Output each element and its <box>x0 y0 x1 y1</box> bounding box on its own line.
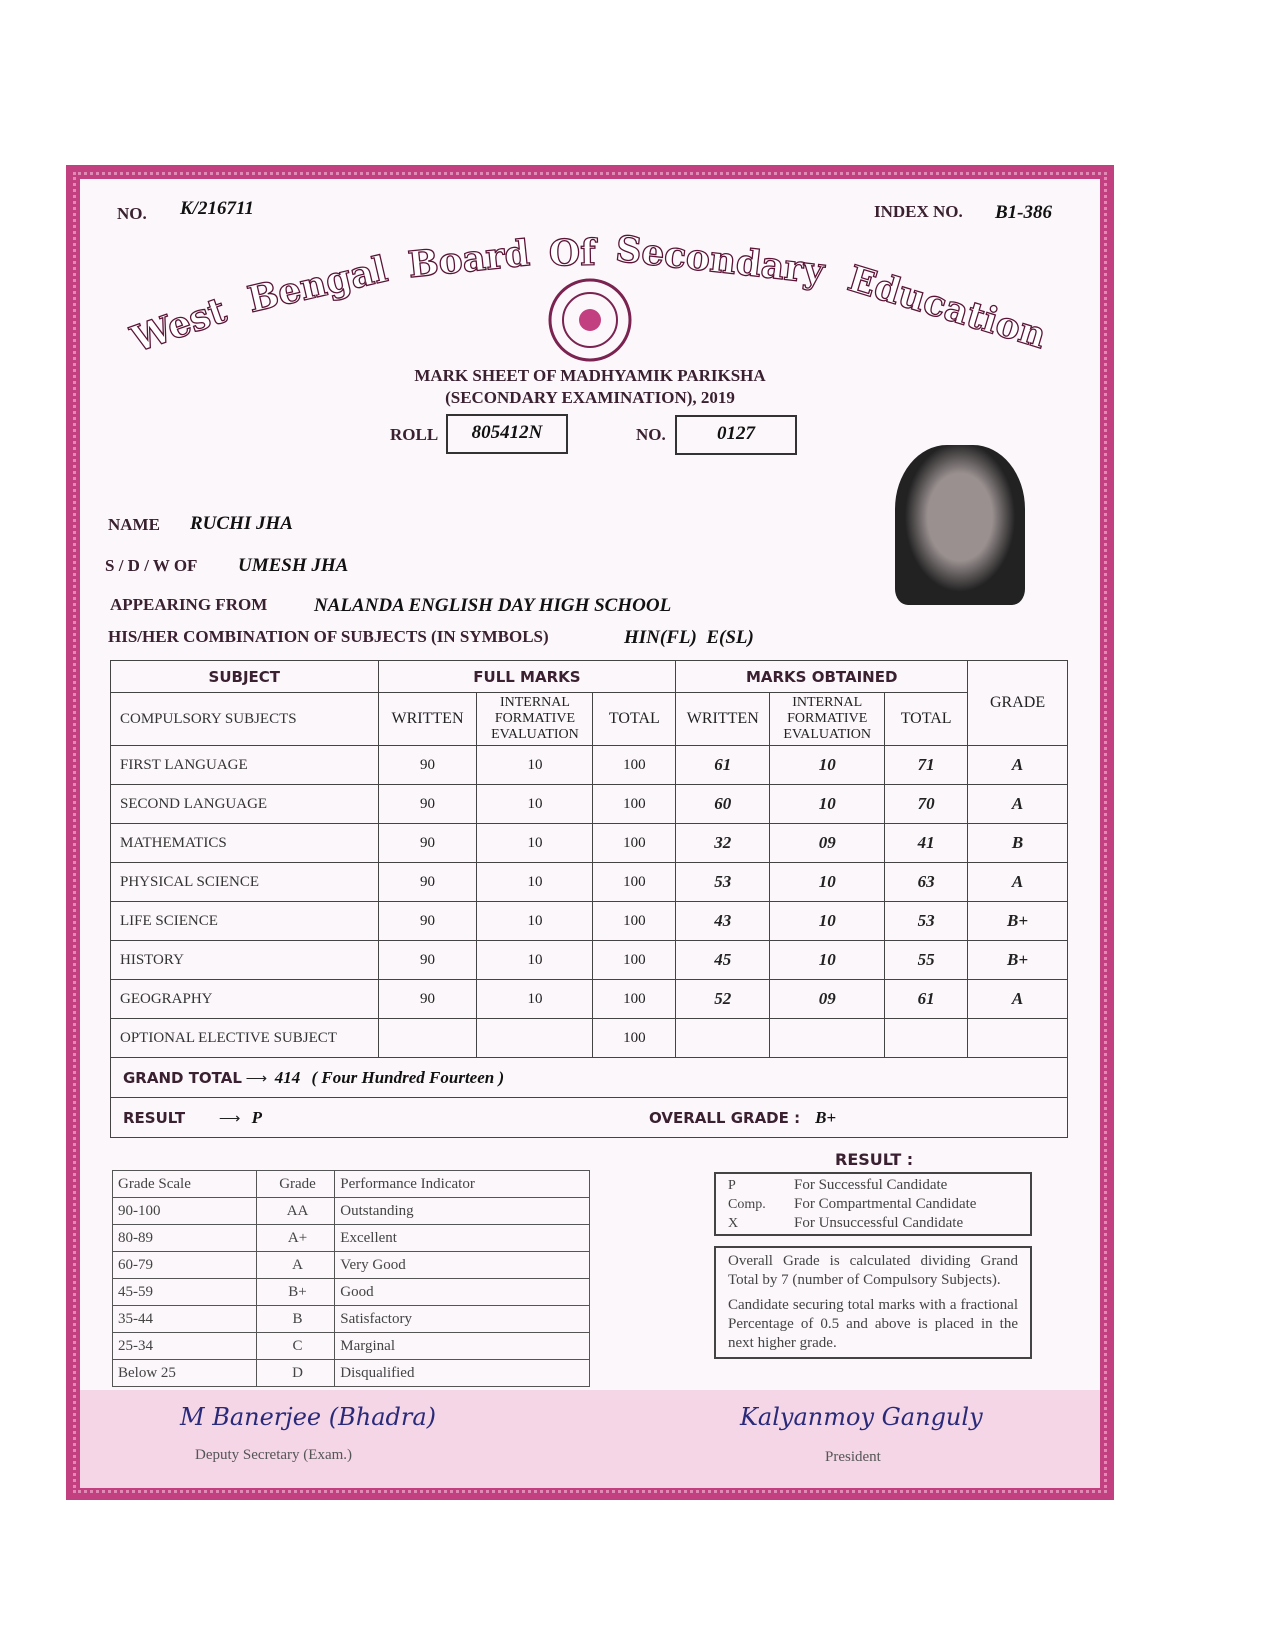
obtained-total: 41 <box>885 824 968 863</box>
grade-scale-header <box>113 1171 590 1198</box>
grade-range: 80-89 <box>113 1225 257 1252</box>
grand-total: 414 <box>274 1067 301 1087</box>
subject-grade: A <box>968 746 1068 785</box>
obtained-total: 53 <box>885 902 968 941</box>
full-internal: 10 <box>477 746 593 785</box>
result-value: P <box>251 1107 262 1127</box>
grade-scale-row <box>113 1306 590 1333</box>
grade-range: 60-79 <box>113 1252 257 1279</box>
obtained-written: 53 <box>676 863 770 902</box>
combination-value: HIN(FL) E(SL) <box>624 627 754 648</box>
obtained-total: 61 <box>885 980 968 1019</box>
index-no-label: INDEX NO. <box>874 202 963 221</box>
result-legend-title: RESULT : <box>835 1150 914 1169</box>
subject-name: SECOND LANGUAGE <box>111 785 379 824</box>
grade-scale-row <box>113 1252 590 1279</box>
subject-grade <box>968 1019 1068 1058</box>
performance-indicator: Disqualified <box>335 1360 590 1387</box>
grade-scale-row <box>113 1279 590 1306</box>
grade-range: Grade Scale <box>113 1171 257 1198</box>
subject-row <box>111 863 1068 902</box>
grade-notes <box>714 1246 1032 1359</box>
performance-indicator: Satisfactory <box>335 1306 590 1333</box>
subject-row <box>111 785 1068 824</box>
grade: D <box>256 1360 335 1387</box>
obtained-total: 63 <box>885 863 968 902</box>
name-label: NAME <box>108 515 160 534</box>
subject-grade: B+ <box>968 902 1068 941</box>
result-legend <box>714 1172 1032 1236</box>
obtained-written: 43 <box>676 902 770 941</box>
full-total: 100 <box>593 785 676 824</box>
title-line-1: MARK SHEET OF MADHYAMIK PARIKSHA <box>414 366 766 385</box>
full-written: 90 <box>378 746 477 785</box>
performance-indicator: Good <box>335 1279 590 1306</box>
internal-header: INTERNAL FORMATIVE EVALUATION <box>477 693 593 746</box>
subject-name: MATHEMATICS <box>111 824 379 863</box>
full-written: 90 <box>378 980 477 1019</box>
full-total: 100 <box>593 1019 676 1058</box>
subject-name: GEOGRAPHY <box>111 980 379 1019</box>
obtained-internal: 09 <box>770 824 885 863</box>
grade-header: GRADE <box>968 661 1068 746</box>
grade: AA <box>256 1198 335 1225</box>
subject-grade: A <box>968 863 1068 902</box>
full-internal <box>477 1019 593 1058</box>
board-seal-icon <box>550 280 630 360</box>
note-rounding: Candidate securing total marks with a fractional Percentage of 0.5 and above is placed in the next higher grade. <box>728 1297 1018 1351</box>
compulsory-header: COMPULSORY SUBJECTS <box>111 693 379 746</box>
obtained-internal <box>770 1019 885 1058</box>
result-legend-item: P For Successful Candidate <box>728 1177 948 1193</box>
full-internal: 10 <box>477 980 593 1019</box>
board-name <box>125 228 1051 361</box>
result-legend-item: X For Unsuccessful Candidate <box>728 1215 964 1231</box>
full-written: 90 <box>378 902 477 941</box>
result-row: RESULT ⟶ P OVERALL GRADE : B+ <box>111 1098 1068 1138</box>
full-internal: 10 <box>477 941 593 980</box>
obtained-internal: 10 <box>770 941 885 980</box>
subject-name: PHYSICAL SCIENCE <box>111 863 379 902</box>
obtained-total: 55 <box>885 941 968 980</box>
result-legend-item: Comp. For Compartmental Candidate <box>728 1196 977 1212</box>
overall-grade-label: OVERALL GRADE : <box>649 1109 801 1127</box>
roll-label: ROLL <box>390 425 439 444</box>
candidate-photo <box>895 445 1025 605</box>
roll-no-label: NO. <box>636 425 666 444</box>
subject-row <box>111 941 1068 980</box>
subject-name: HISTORY <box>111 941 379 980</box>
full-marks-header: FULL MARKS <box>378 661 676 693</box>
subject-row <box>111 824 1068 863</box>
total-header: TOTAL <box>885 693 968 746</box>
grade: B+ <box>256 1279 335 1306</box>
full-written: 90 <box>378 824 477 863</box>
grade: B <box>256 1306 335 1333</box>
grade-range: Below 25 <box>113 1360 257 1387</box>
grade-scale-row <box>113 1360 590 1387</box>
subject-row <box>111 746 1068 785</box>
full-internal: 10 <box>477 902 593 941</box>
subject-name: LIFE SCIENCE <box>111 902 379 941</box>
parent-label: S / D / W OF <box>105 556 198 575</box>
index-no-value: B1-386 <box>995 202 1052 223</box>
roll-value: 805412N <box>446 414 568 454</box>
serial-no-value: K/216711 <box>180 198 254 219</box>
school-name: NALANDA ENGLISH DAY HIGH SCHOOL <box>314 595 672 616</box>
grand-total-words: ( Four Hundred Fourteen ) <box>311 1067 505 1087</box>
grade-scale-row <box>113 1198 590 1225</box>
deputy-secretary-signature: M Banerjee (Bhadra) <box>180 1403 437 1431</box>
obtained-written: 61 <box>676 746 770 785</box>
subject-grade: A <box>968 785 1068 824</box>
grade: A+ <box>256 1225 335 1252</box>
roll-no-value: 0127 <box>675 415 797 455</box>
grade: C <box>256 1333 335 1360</box>
obtained-internal: 10 <box>770 785 885 824</box>
obtained-written: 45 <box>676 941 770 980</box>
deputy-secretary-title: Deputy Secretary (Exam.) <box>195 1447 353 1463</box>
obtained-total <box>885 1019 968 1058</box>
full-written: 90 <box>378 941 477 980</box>
obtained-internal: 10 <box>770 863 885 902</box>
president-signature: Kalyanmoy Ganguly <box>740 1403 983 1431</box>
subject-row <box>111 902 1068 941</box>
subject-grade: B+ <box>968 941 1068 980</box>
grade: A <box>256 1252 335 1279</box>
title-line-2: (SECONDARY EXAMINATION), 2019 <box>445 388 735 407</box>
full-total: 100 <box>593 824 676 863</box>
full-total: 100 <box>593 941 676 980</box>
school-label: APPEARING FROM <box>110 595 268 614</box>
performance-indicator: Excellent <box>335 1225 590 1252</box>
obtained-written: 60 <box>676 785 770 824</box>
note-overall-grade: Overall Grade is calculated dividing Grand Total by 7 (number of Compulsory Subjects). <box>728 1253 1018 1288</box>
obtained-written: 52 <box>676 980 770 1019</box>
marks-table <box>110 660 1068 1138</box>
obtained-internal: 09 <box>770 980 885 1019</box>
subject-row <box>111 980 1068 1019</box>
subject-grade: B <box>968 824 1068 863</box>
performance-indicator: Marginal <box>335 1333 590 1360</box>
grade-range: 45-59 <box>113 1279 257 1306</box>
obtained-total: 70 <box>885 785 968 824</box>
obtained-internal: 10 <box>770 746 885 785</box>
full-total: 100 <box>593 746 676 785</box>
total-header: TOTAL <box>593 693 676 746</box>
performance-indicator: Outstanding <box>335 1198 590 1225</box>
written-header: WRITTEN <box>378 693 477 746</box>
obtained-internal: 10 <box>770 902 885 941</box>
full-total: 100 <box>593 863 676 902</box>
full-internal: 10 <box>477 785 593 824</box>
board-name-word: Bengal <box>243 248 392 322</box>
subject-name: FIRST LANGUAGE <box>111 746 379 785</box>
subject-header: SUBJECT <box>111 661 379 693</box>
board-name-word: Secondary <box>613 227 827 293</box>
full-written: 90 <box>378 863 477 902</box>
performance-indicator: Very Good <box>335 1252 590 1279</box>
full-internal: 10 <box>477 863 593 902</box>
subject-row <box>111 1019 1068 1058</box>
board-name-word: Of <box>548 231 597 275</box>
board-name-banner <box>110 210 1070 390</box>
grade-scale-row <box>113 1225 590 1252</box>
internal-header: INTERNAL FORMATIVE EVALUATION <box>770 693 885 746</box>
board-name-word: Education <box>843 257 1052 358</box>
full-total: 100 <box>593 902 676 941</box>
board-name-word: West <box>125 289 232 361</box>
obtained-written: 32 <box>676 824 770 863</box>
president-title: President <box>825 1449 881 1465</box>
obtained-total: 71 <box>885 746 968 785</box>
subject-name: OPTIONAL ELECTIVE SUBJECT <box>111 1019 379 1058</box>
grade-range: 90-100 <box>113 1198 257 1225</box>
full-written: 90 <box>378 785 477 824</box>
board-name-word: Board <box>406 232 532 287</box>
grade-range: 35-44 <box>113 1306 257 1333</box>
full-written <box>378 1019 477 1058</box>
subject-grade: A <box>968 980 1068 1019</box>
full-total: 100 <box>593 980 676 1019</box>
grade-scale-table <box>112 1170 590 1387</box>
candidate-name: RUCHI JHA <box>190 513 293 534</box>
combination-label: HIS/HER COMBINATION OF SUBJECTS (IN SYMBOLS) <box>108 627 549 646</box>
obtained-written <box>676 1019 770 1058</box>
grand-total-row: GRAND TOTAL ⟶ 414 ( Four Hundred Fourteen ) <box>111 1058 1068 1098</box>
grade-scale-row <box>113 1333 590 1360</box>
performance-indicator: Performance Indicator <box>335 1171 590 1198</box>
marks-obtained-header: MARKS OBTAINED <box>676 661 968 693</box>
grade: Grade <box>256 1171 335 1198</box>
written-header: WRITTEN <box>676 693 770 746</box>
full-internal: 10 <box>477 824 593 863</box>
grade-range: 25-34 <box>113 1333 257 1360</box>
overall-grade: B+ <box>815 1108 837 1127</box>
parent-name: UMESH JHA <box>238 555 349 576</box>
serial-no-label: NO. <box>117 204 147 223</box>
